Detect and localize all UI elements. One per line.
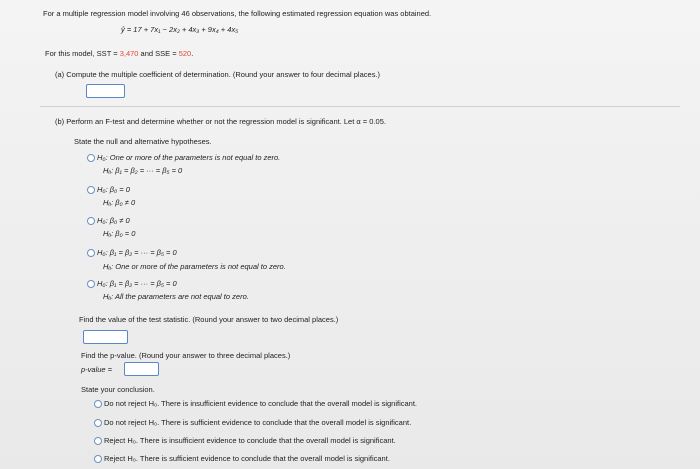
test-statistic-prompt: Find the value of the test statistic. (Round your answer to two decimal places.)	[79, 315, 339, 324]
hypothesis-option-2-h0: H₀: β₀ = 0	[97, 185, 130, 194]
hypothesis-option-3-h0: H₀: β₀ ≠ 0	[97, 216, 130, 225]
test-statistic-input[interactable]	[83, 330, 128, 344]
hypothesis-option-2-ha: Hₐ: β₀ ≠ 0	[103, 198, 136, 207]
conclusion-option-1: Do not reject H₀. There is insufficient evidence to conclude that the overall model is significant.	[104, 399, 418, 408]
conclusion-option-4-radio[interactable]	[94, 455, 102, 463]
hypothesis-option-1-h0: H₀: One or more of the parameters is not equal to zero.	[97, 153, 281, 162]
p-value-label: p-value =	[81, 365, 113, 374]
regression-equation: ŷ = 17 + 7x₁ − 2x₂ + 4x₃ + 9x₄ + 4x₅	[121, 25, 239, 34]
r-squared-answer-input[interactable]	[86, 84, 125, 98]
conclusion-option-3-radio[interactable]	[94, 437, 102, 445]
hypothesis-option-1-ha: Hₐ: β₁ = β₂ = ··· = β₅ = 0	[103, 166, 183, 175]
part-divider	[40, 106, 680, 107]
hypothesis-option-2-radio[interactable]	[87, 186, 95, 194]
hypothesis-option-3-ha: Hₐ: β₀ = 0	[103, 229, 136, 238]
hypothesis-option-4-h0: H₀: β₁ = β₂ = ··· = β₅ = 0	[97, 248, 177, 257]
part-a-prompt: (a) Compute the multiple coefficient of determination. (Round your answer to four decimal places.)	[55, 70, 381, 79]
hypothesis-option-5-ha: Hₐ: All the parameters are not equal to zero.	[103, 292, 249, 301]
conclusion-option-4: Reject H₀. There is sufficient evidence to conclude that the overall model is significant.	[104, 454, 390, 463]
conclusion-option-2: Do not reject H₀. There is sufficient evidence to conclude that the overall model is significant.	[104, 418, 412, 427]
part-b-prompt: (b) Perform an F-test and determine whether or not the regression model is significant. Let α = 0.05.	[55, 117, 386, 126]
hypothesis-option-5-radio[interactable]	[87, 280, 95, 288]
hypothesis-option-4-ha: Hₐ: One or more of the parameters is not equal to zero.	[103, 262, 286, 271]
hypothesis-option-3-radio[interactable]	[87, 217, 95, 225]
intro-text: For a multiple regression model involving 46 observations, the following estimated regression equation was obtained.	[43, 9, 432, 18]
hypotheses-heading: State the null and alternative hypotheses.	[74, 137, 212, 146]
hypothesis-option-1-radio[interactable]	[87, 154, 95, 162]
conclusion-option-2-radio[interactable]	[94, 419, 102, 427]
conclusion-option-3: Reject H₀. There is insufficient evidence to conclude that the overall model is significant.	[104, 436, 396, 445]
conclusion-option-1-radio[interactable]	[94, 400, 102, 408]
hypothesis-option-5-h0: H₀: β₁ = β₂ = ··· = β₅ = 0	[97, 279, 177, 288]
hypothesis-option-4-radio[interactable]	[87, 249, 95, 257]
p-value-input[interactable]	[124, 362, 159, 376]
conclusion-heading: State your conclusion.	[81, 385, 155, 394]
p-value-prompt: Find the p-value. (Round your answer to three decimal places.)	[81, 351, 291, 360]
model-values: For this model, SST = 3,470 and SSE = 520.	[45, 49, 194, 58]
